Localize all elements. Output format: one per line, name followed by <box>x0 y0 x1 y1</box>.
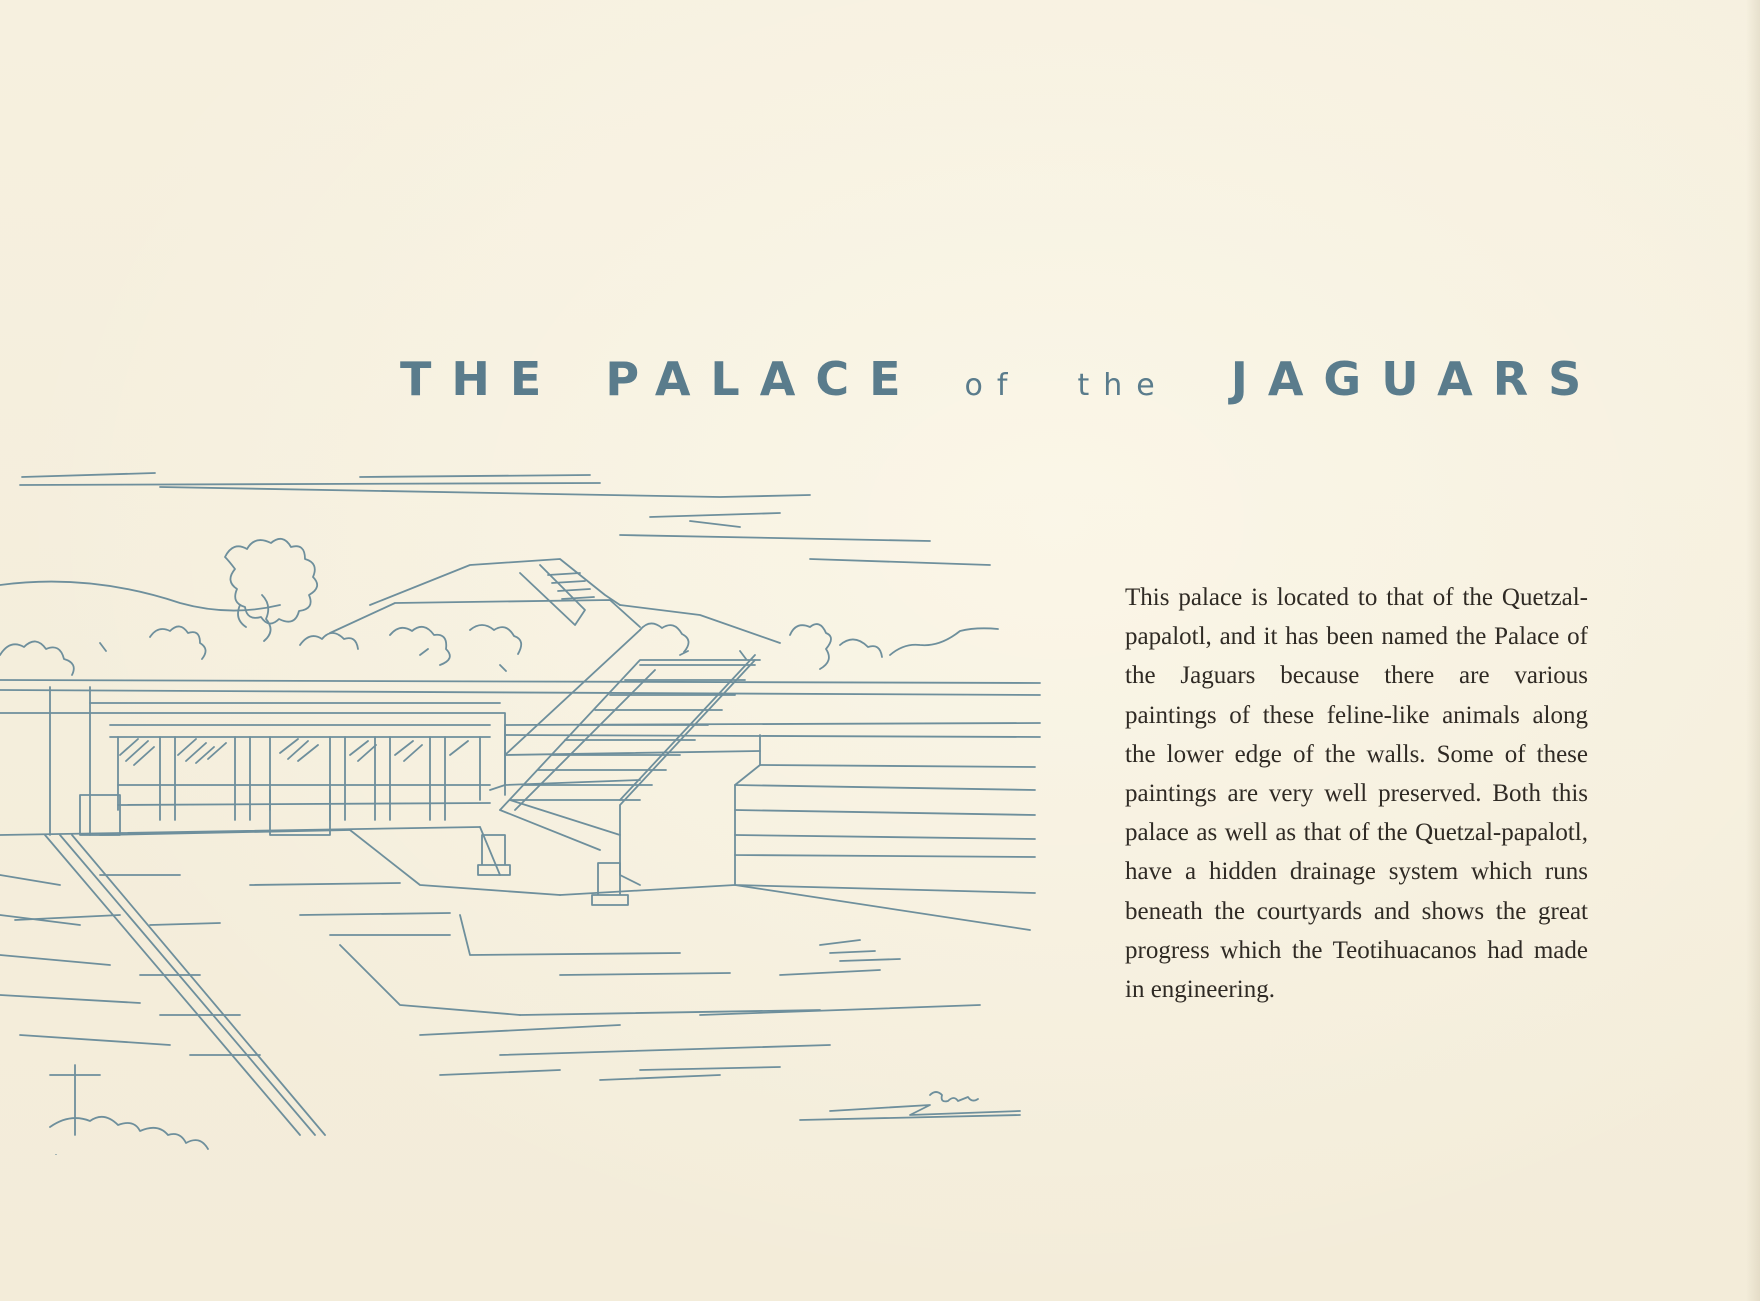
title-word-palace: PALACE <box>605 352 921 406</box>
title-word-the: THE <box>400 352 562 406</box>
title-word-jaguars: JAGUARS <box>1230 352 1602 406</box>
page-title <box>400 352 1620 406</box>
title-word-of: of <box>964 368 1022 403</box>
palace-courtyard-illustration <box>0 455 1060 1155</box>
title-word-the-lower: the <box>1077 368 1169 403</box>
body-paragraph: This palace is located to that of the Quetzal-papalotl, and it has been named the Palace of the Jaguars because there are various paintings of these feline-like animals along the lower edge of the walls. Some of these paintings are very well preserved. Both this palace as well as that of the Quetzal-papalotl, have a hidden drainage system which runs beneath the courtyards and shows the great progress which the Teotihuacanos had made in engineering. <box>1125 584 1588 1004</box>
